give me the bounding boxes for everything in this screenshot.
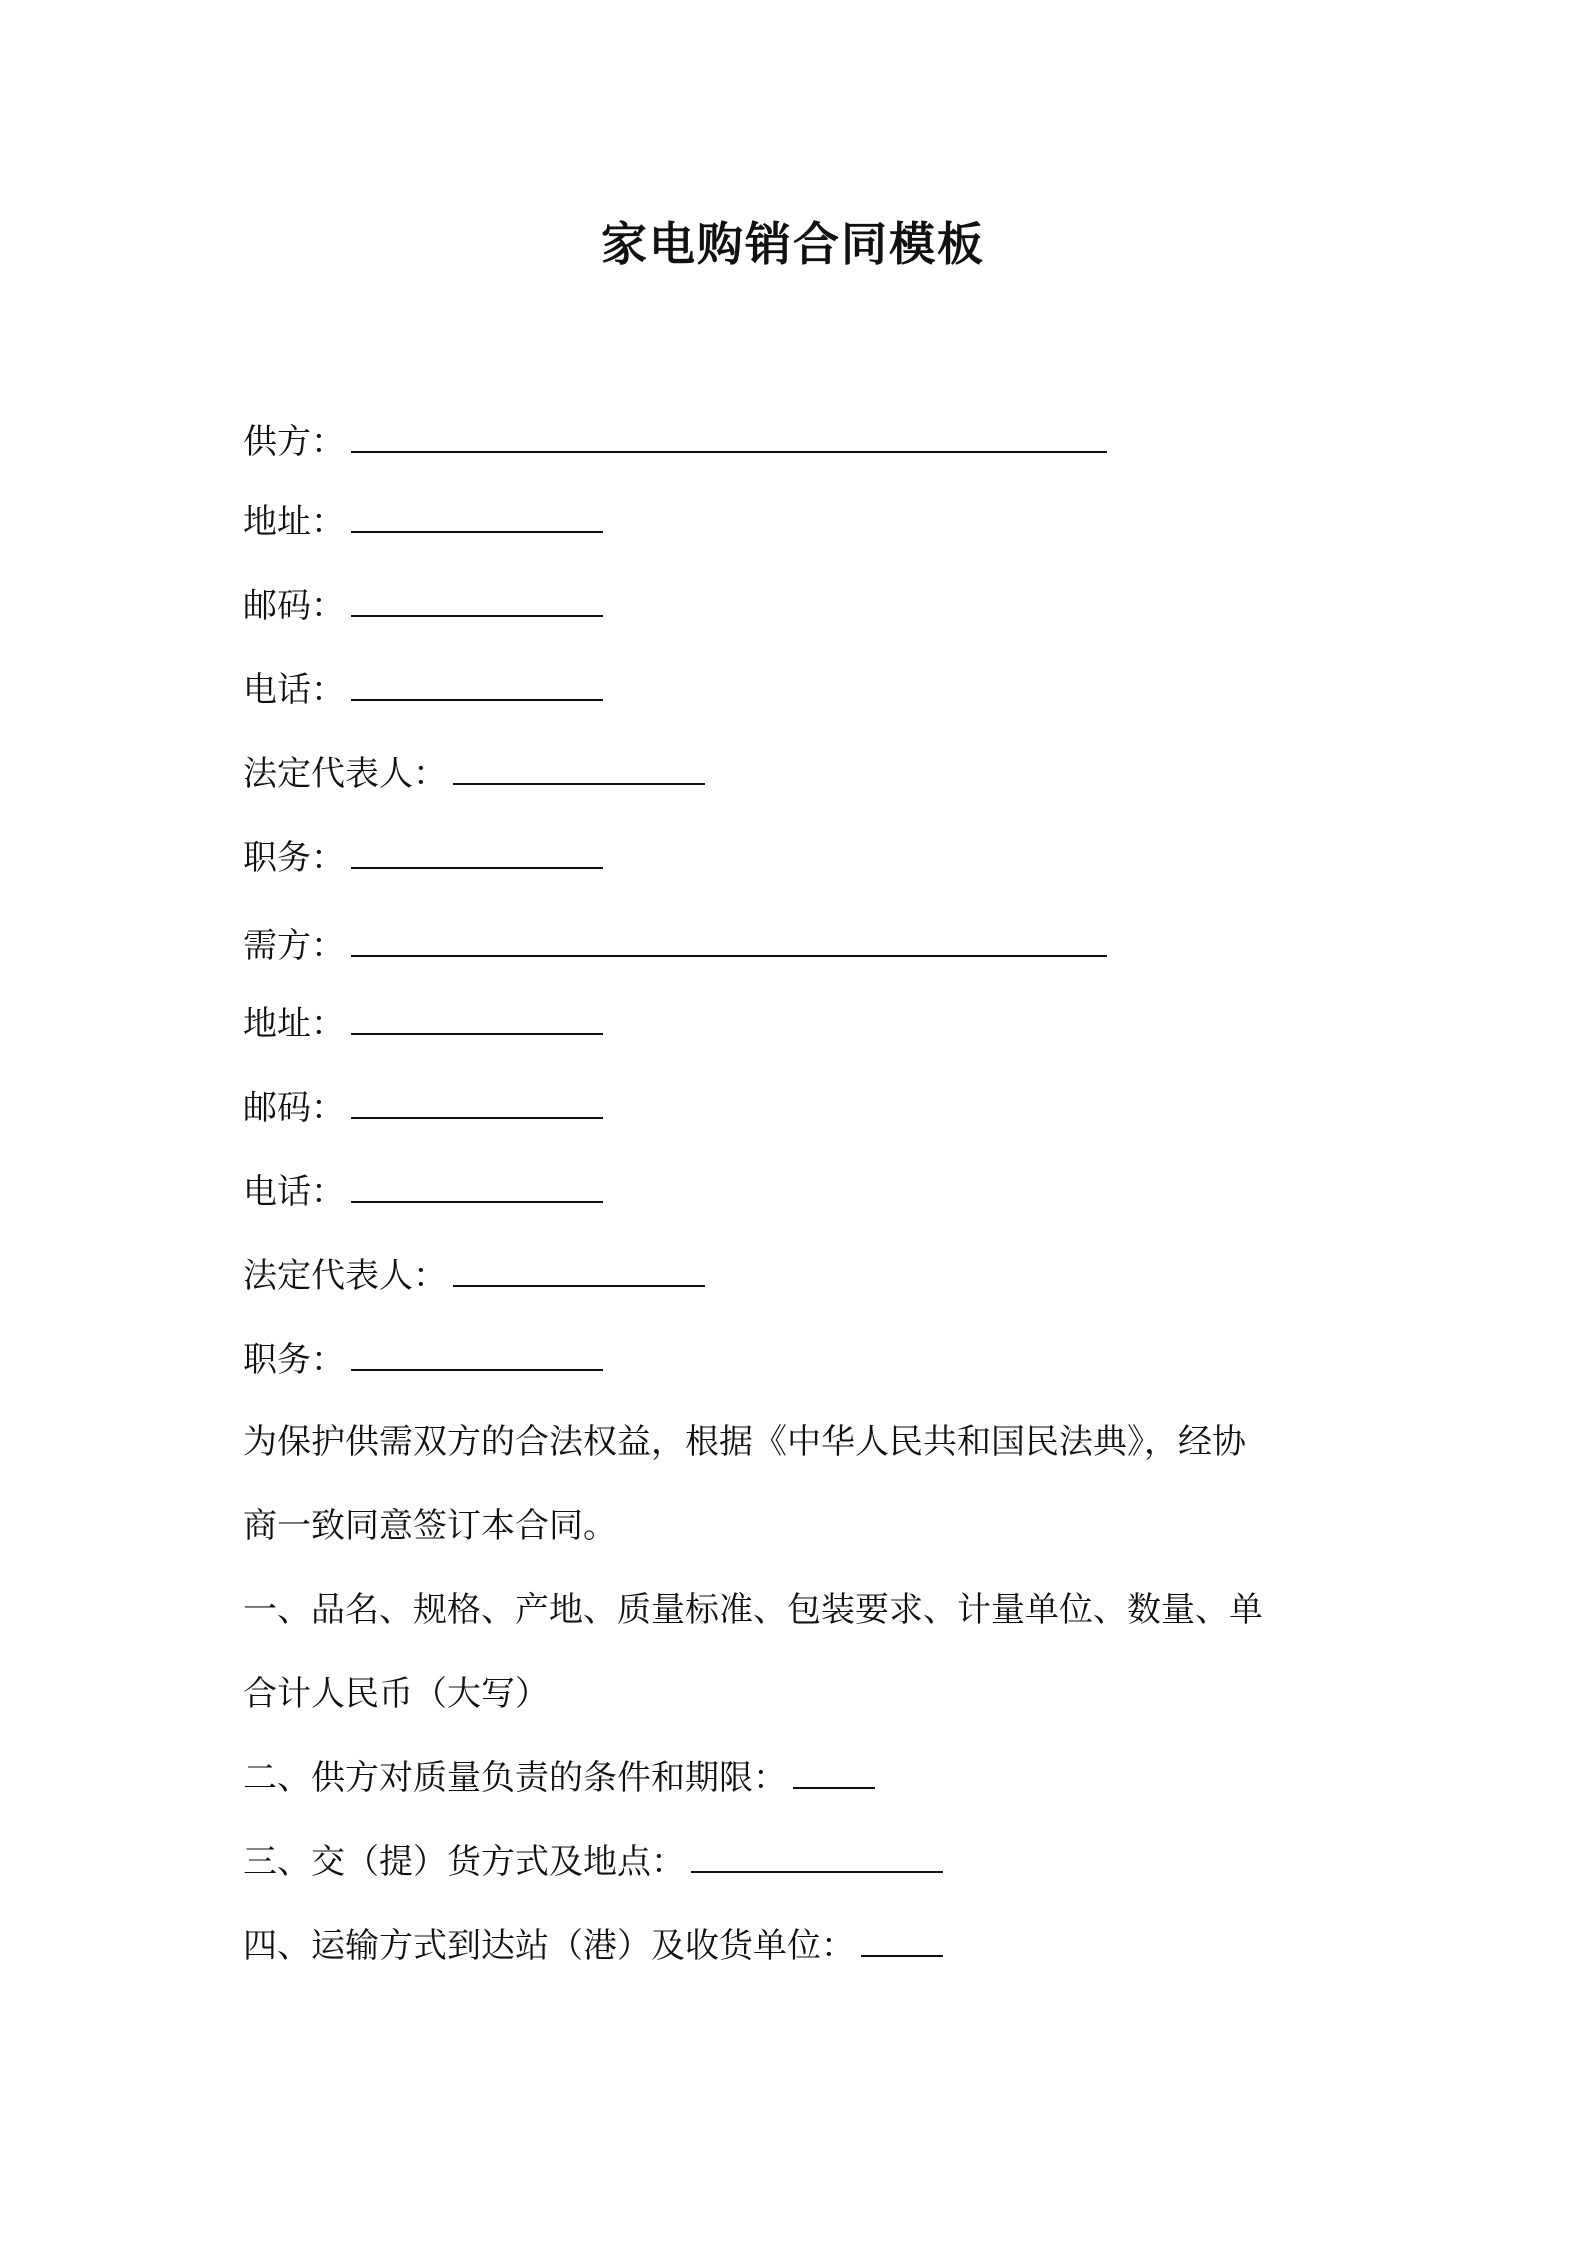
supplier-postcode-field[interactable]	[351, 585, 603, 617]
buyer-position-label: 职务：	[243, 1340, 345, 1380]
clause-1-line-1: 一、品名、规格、产地、质量标准、包装要求、计量单位、数量、单	[243, 1590, 1263, 1630]
supplier-position-label: 职务：	[243, 838, 345, 878]
clause-2-label: 二、供方对质量负责的条件和期限：	[243, 1758, 787, 1798]
buyer-position-row	[243, 1336, 603, 1384]
preamble-line-2: 商一致同意签订本合同。	[243, 1506, 617, 1546]
clause-4-field[interactable]	[861, 1925, 943, 1957]
supplier-position-row	[243, 834, 603, 882]
supplier-legal-rep-row	[243, 750, 705, 798]
clause-4-row	[243, 1922, 943, 1970]
supplier-phone-label: 电话：	[243, 670, 345, 710]
buyer-address-row	[243, 1000, 603, 1048]
supplier-party-row	[243, 418, 1107, 466]
buyer-legal-rep-row	[243, 1252, 705, 1300]
preamble-line-1: 为保护供需双方的合法权益，根据《中华人民共和国民法典》，经协	[243, 1422, 1246, 1462]
document-title: 家电购销合同模板	[601, 217, 985, 271]
buyer-party-label: 需方：	[243, 926, 345, 966]
buyer-address-label: 地址：	[243, 1004, 345, 1044]
clause-3-row	[243, 1838, 943, 1886]
supplier-position-field[interactable]	[351, 837, 603, 869]
supplier-phone-field[interactable]	[351, 669, 603, 701]
buyer-party-field[interactable]	[351, 925, 1107, 957]
supplier-phone-row	[243, 666, 603, 714]
clause-4-label: 四、运输方式到达站（港）及收货单位：	[243, 1926, 855, 1966]
buyer-address-field[interactable]	[351, 1003, 603, 1035]
buyer-legal-rep-field[interactable]	[453, 1255, 705, 1287]
buyer-phone-label: 电话：	[243, 1172, 345, 1212]
buyer-postcode-row	[243, 1084, 603, 1132]
buyer-party-row	[243, 922, 1107, 970]
buyer-phone-field[interactable]	[351, 1171, 603, 1203]
clause-2-row	[243, 1754, 875, 1802]
supplier-address-row	[243, 498, 603, 546]
buyer-phone-row	[243, 1168, 603, 1216]
buyer-legal-rep-label: 法定代表人：	[243, 1256, 447, 1296]
supplier-legal-rep-label: 法定代表人：	[243, 754, 447, 794]
supplier-postcode-label: 邮码：	[243, 586, 345, 626]
clause-1-line-2: 合计人民币（大写）	[243, 1674, 549, 1714]
clause-3-label: 三、交（提）货方式及地点：	[243, 1842, 685, 1882]
clause-2-field[interactable]	[793, 1757, 875, 1789]
supplier-address-label: 地址：	[243, 502, 345, 542]
clause-3-field[interactable]	[691, 1841, 943, 1873]
supplier-postcode-row	[243, 582, 603, 630]
supplier-address-field[interactable]	[351, 501, 603, 533]
supplier-party-label: 供方：	[243, 422, 345, 462]
buyer-postcode-field[interactable]	[351, 1087, 603, 1119]
supplier-party-field[interactable]	[351, 421, 1107, 453]
buyer-postcode-label: 邮码：	[243, 1088, 345, 1128]
supplier-legal-rep-field[interactable]	[453, 753, 705, 785]
buyer-position-field[interactable]	[351, 1339, 603, 1371]
